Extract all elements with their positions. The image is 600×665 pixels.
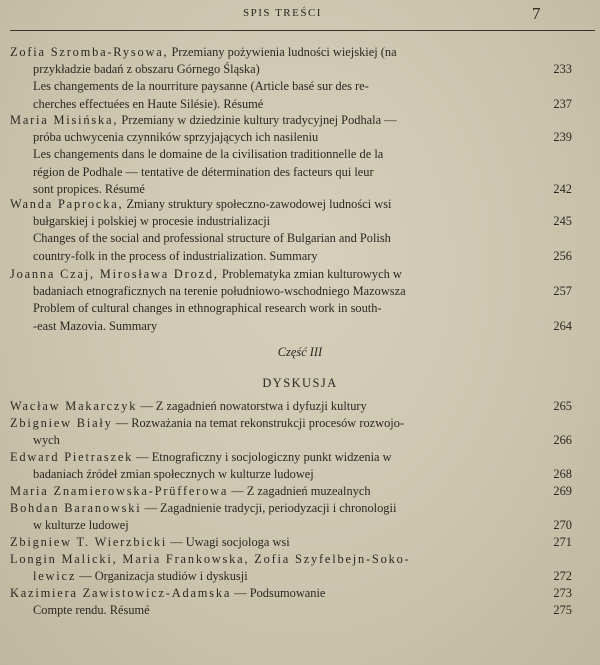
entry-text [10, 551, 411, 568]
page-number: 257 [553, 284, 572, 299]
entry-title: Przemiany pożywienia ludności wiejskiej (na [168, 45, 397, 59]
toc-line [0, 483, 600, 500]
toc-line [0, 146, 600, 163]
entry-text [33, 283, 406, 300]
entry-title: — Rozważania na temat rekonstrukcji procesów rozwojo- [112, 416, 405, 430]
entry-text [33, 568, 248, 585]
toc-line [0, 602, 600, 619]
running-header [0, 4, 600, 24]
entry-title: -east Mazovia. Summary [33, 318, 158, 333]
entry-text [33, 432, 60, 449]
page-number: 242 [553, 181, 572, 196]
entry-text [10, 415, 404, 432]
entry-title: próba uchwycenia czynników sprzyjających ich nasileniu [33, 130, 319, 145]
entry-title: Changes of the social and professional structure of Bulgarian and Polish [33, 231, 391, 246]
author-name: Longin Malicki, Maria Frankowska, Zofia Szyfelbejn-Soko- [10, 552, 411, 566]
page-number: 266 [553, 433, 572, 448]
entry-text [33, 248, 318, 265]
entry-title: Przemiany w dziedzinie kultury tradycyjnej Podhala — [118, 113, 397, 127]
author-name: Edward Pietraszek [10, 450, 134, 464]
entry-text [10, 449, 392, 466]
entry-title: région de Podhale — tentative de détermination des facteurs qui leur [33, 164, 374, 179]
entry-title: — Uwagi socjologa wsi [167, 535, 290, 549]
toc-line [0, 449, 600, 466]
author-name: lewicz [33, 569, 77, 584]
toc-line [0, 164, 600, 181]
entry-text [33, 602, 150, 619]
entry-text [33, 129, 318, 146]
author-name: Maria Znamierowska-Prüfferowa [10, 484, 229, 498]
entry-title: — Z zagadnień muzealnych [228, 484, 371, 498]
entry-text [10, 483, 371, 500]
toc-line [0, 432, 600, 449]
entry-title: cherches effectuées en Haute Silésie). Résumé [33, 96, 264, 111]
toc-entry [0, 500, 600, 534]
page-number: 271 [553, 535, 572, 549]
entry-title: badaniach etnograficznych na terenie południowo-wschodniego Mazowsza [33, 284, 406, 299]
toc-entry [0, 534, 600, 551]
page-number: 269 [553, 484, 572, 498]
toc-line [0, 517, 600, 534]
author-name: Wanda Paprocka, [10, 197, 124, 211]
entry-text [10, 500, 396, 517]
entry-text [33, 300, 382, 317]
toc-entry [0, 415, 600, 449]
toc-line [0, 248, 600, 265]
page-number: 233 [553, 62, 572, 77]
entry-text [10, 585, 325, 602]
entry-title: bułgarskiej i polskiej w procesie industrializacji [33, 214, 271, 229]
toc-line [0, 230, 600, 247]
toc-line [0, 78, 600, 95]
entry-title: Les changements dans le domaine de la civilisation traditionnelle de la [33, 147, 384, 162]
page-number: 239 [553, 130, 572, 145]
toc-entry [0, 398, 600, 415]
toc-entry [0, 551, 600, 585]
author-name: Zbigniew Biały [10, 416, 113, 430]
page-number: 270 [553, 518, 572, 533]
entry-title: Zmiany struktury społeczno-zawodowej ludności wsi [123, 197, 392, 211]
toc-line [0, 551, 600, 568]
entry-text [33, 164, 374, 181]
author-name: Bohdan Baranowski [10, 501, 142, 515]
entry-title: — Etnograficzny i socjologiczny punkt widzenia w [133, 450, 392, 464]
header-title: SPIS TREŚCI [243, 7, 322, 19]
author-name: Zbigniew T. Wierzbicki [10, 535, 168, 549]
toc-entry [0, 266, 600, 335]
toc-line [0, 266, 600, 283]
page-number: 275 [553, 603, 572, 618]
toc-line [0, 300, 600, 317]
author-name: Maria Misińska, [10, 113, 119, 127]
entry-text [10, 534, 290, 551]
entry-text [33, 78, 369, 95]
page-number: 256 [553, 248, 572, 263]
page-number: 273 [553, 586, 572, 600]
entry-text [33, 466, 314, 483]
toc-line [0, 61, 600, 78]
entry-title: — Podsumowanie [231, 586, 326, 600]
author-name: Wacław Makarczyk [10, 399, 138, 413]
entry-text [33, 96, 263, 113]
entry-title: — Organizacja studiów i dyskusji [76, 569, 248, 584]
entry-title: sont propices. Résumé [33, 181, 145, 196]
toc-line [0, 213, 600, 230]
entry-title: Problematyka zmian kulturowych w [218, 267, 402, 281]
toc-line [0, 568, 600, 585]
page-number: 237 [553, 96, 572, 111]
entry-title: Compte rendu. Résumé [33, 603, 150, 618]
author-name: Zofia Szromba-Rysowa, [10, 45, 169, 59]
header-page-number: 7 [532, 4, 541, 23]
entry-text [33, 318, 157, 335]
toc-entry [0, 44, 600, 113]
toc-line [0, 112, 600, 129]
toc-line [0, 466, 600, 483]
toc-entry [0, 483, 600, 500]
entry-title: badaniach źródeł zmian społecznych w kulturze ludowej [33, 467, 314, 482]
entry-title: — Zagadnienie tradycji, periodyzacji i chronologii [141, 501, 397, 515]
entry-text [33, 230, 391, 247]
entry-title: wych [33, 433, 60, 448]
page-number: 264 [553, 318, 572, 333]
toc-entry [0, 585, 600, 619]
entry-title: Les changements de la nourriture paysanne (Article basé sur des re- [33, 79, 369, 94]
author-name: Kazimiera Zawistowicz-Adamska [10, 586, 232, 600]
toc-entry [0, 112, 600, 198]
toc-line [0, 96, 600, 113]
entry-text [33, 213, 270, 230]
entry-title: Problem of cultural changes in ethnographical research work in south- [33, 301, 382, 316]
entry-text [33, 517, 129, 534]
page-number: 265 [553, 399, 572, 413]
toc-entry [0, 449, 600, 483]
author-name: Joanna Czaj, Mirosława Drozd, [10, 267, 219, 281]
toc-line [0, 283, 600, 300]
entry-text [10, 112, 397, 129]
entry-title: przykładzie badań z obszaru Górnego Śląska) [33, 62, 260, 77]
page-number: 245 [553, 214, 572, 229]
page-number: 272 [553, 569, 572, 584]
entry-text [33, 61, 260, 78]
header-rule [10, 30, 595, 31]
toc-entry [0, 196, 600, 265]
entry-title: country-folk in the process of industrialization. Summary [33, 248, 318, 263]
section-title: DYSKUSJA [262, 376, 338, 390]
toc-line [0, 415, 600, 432]
toc-line [0, 318, 600, 335]
entry-text [10, 266, 402, 283]
entry-title: w kulturze ludowej [33, 518, 129, 533]
entry-text [33, 146, 383, 163]
toc-line [0, 534, 600, 551]
section-part: Część III [277, 345, 323, 359]
entry-title: — Z zagadnień nowatorstwa i dyfuzji kultury [137, 399, 367, 413]
toc-line [0, 398, 600, 415]
page-number: 268 [553, 467, 572, 482]
toc-line [0, 44, 600, 61]
entry-text [10, 44, 397, 61]
toc-line [0, 129, 600, 146]
entry-text [10, 398, 367, 415]
toc-line [0, 196, 600, 213]
toc-line [0, 585, 600, 602]
entry-text [10, 196, 391, 213]
toc-line [0, 500, 600, 517]
